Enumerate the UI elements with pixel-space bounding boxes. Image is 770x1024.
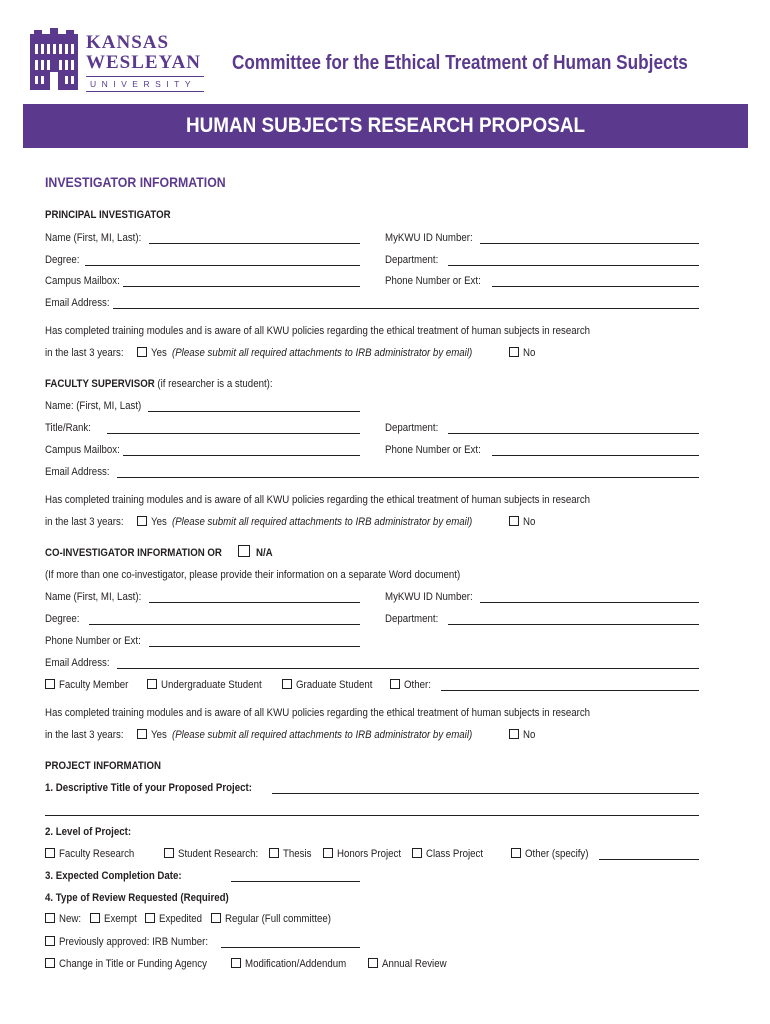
logo-divider — [86, 91, 204, 92]
fs-no-label: No — [523, 516, 536, 528]
fs-department-label: Department: — [385, 422, 439, 434]
fs-department-field[interactable] — [448, 433, 699, 434]
pi-phone-field[interactable] — [492, 286, 699, 287]
ci-phone-label: Phone Number or Ext: — [45, 635, 141, 647]
fs-training-text-2: in the last 3 years: — [45, 516, 124, 528]
fs-phone-field[interactable] — [492, 455, 699, 456]
pi-degree-field[interactable] — [85, 265, 360, 266]
change-title-label: Change in Title or Funding Agency — [59, 958, 207, 970]
fs-phone-label: Phone Number or Ext: — [385, 444, 481, 456]
annual-review-checkbox[interactable] — [368, 958, 378, 968]
faculty-supervisor-heading — [45, 377, 273, 391]
pi-yes-label: Yes — [151, 347, 167, 359]
ci-email-field[interactable] — [117, 668, 699, 669]
other-specify-field[interactable] — [599, 859, 699, 860]
fs-training-no-checkbox[interactable] — [509, 516, 519, 526]
previously-approved-label: Previously approved: IRB Number: — [59, 936, 209, 948]
fs-mailbox-field[interactable] — [123, 455, 360, 456]
ci-faculty-member-label: Faculty Member — [59, 679, 129, 691]
fs-name-label: Name: (First, MI, Last) — [45, 400, 142, 412]
pi-email-field[interactable] — [113, 308, 699, 309]
pi-mailbox-field[interactable] — [123, 286, 360, 287]
fs-title-field[interactable] — [107, 433, 360, 434]
ci-mykwu-field[interactable] — [480, 602, 699, 603]
fs-name-field[interactable] — [148, 411, 360, 412]
form-title-banner — [23, 104, 748, 148]
honors-project-label: Honors Project — [337, 848, 402, 860]
thesis-checkbox[interactable] — [269, 848, 279, 858]
ci-undergrad-checkbox[interactable] — [147, 679, 157, 689]
ci-other-field[interactable] — [441, 690, 699, 691]
committee-title: Committee for the Ethical Treatment of Human Subjects — [232, 52, 688, 74]
ci-training-no-checkbox[interactable] — [509, 729, 519, 739]
previously-approved-checkbox[interactable] — [45, 936, 55, 946]
logo-divider — [86, 76, 204, 77]
pi-mykwu-field[interactable] — [480, 243, 699, 244]
class-project-label: Class Project — [426, 848, 484, 860]
faculty-research-checkbox[interactable] — [45, 848, 55, 858]
pi-training-no-checkbox[interactable] — [509, 347, 519, 357]
university-seal-icon — [28, 28, 80, 92]
honors-project-checkbox[interactable] — [323, 848, 333, 858]
ci-department-label: Department: — [385, 613, 439, 625]
change-title-checkbox[interactable] — [45, 958, 55, 968]
co-investigator-heading: CO-INVESTIGATOR INFORMATION OR — [45, 547, 222, 559]
project-title-field-2[interactable] — [45, 815, 699, 816]
pi-name-label: Name (First, MI, Last): — [45, 232, 142, 244]
other-specify-label: Other (specify) — [525, 848, 589, 860]
logo-text-wesleyan: WESLEYAN — [86, 52, 202, 73]
review-type-label: 4. Type of Review Requested (Required) — [45, 892, 229, 904]
fs-yes-label: Yes — [151, 516, 167, 528]
pi-department-field[interactable] — [448, 265, 699, 266]
regular-review-label: Regular (Full committee) — [225, 913, 331, 925]
ci-faculty-member-checkbox[interactable] — [45, 679, 55, 689]
expedited-checkbox[interactable] — [145, 913, 155, 923]
ci-training-text-2: in the last 3 years: — [45, 729, 124, 741]
co-investigator-na-checkbox[interactable] — [238, 545, 250, 557]
irb-number-field[interactable] — [221, 947, 360, 948]
faculty-supervisor-title: FACULTY SUPERVISOR — [45, 378, 155, 390]
ci-other-label: Other: — [404, 679, 431, 691]
pi-department-label: Department: — [385, 254, 439, 266]
pi-yes-note: (Please submit all required attachments to IRB administrator by email) — [172, 347, 473, 359]
co-investigator-na-label: N/A — [256, 547, 273, 559]
fs-email-label: Email Address: — [45, 466, 110, 478]
section-investigator-information: INVESTIGATOR INFORMATION — [45, 174, 226, 190]
project-title-label: 1. Descriptive Title of your Proposed Project: — [45, 782, 252, 794]
fs-mailbox-label: Campus Mailbox: — [45, 444, 120, 456]
ci-mykwu-label: MyKWU ID Number: — [385, 591, 473, 603]
ci-graduate-checkbox[interactable] — [282, 679, 292, 689]
pi-mykwu-label: MyKWU ID Number: — [385, 232, 473, 244]
fs-yes-note: (Please submit all required attachments to IRB administrator by email) — [172, 516, 473, 528]
exempt-label: Exempt — [104, 913, 137, 925]
regular-review-checkbox[interactable] — [211, 913, 221, 923]
logo-text-kansas: KANSAS — [86, 32, 170, 53]
co-investigator-note: (If more than one co-investigator, please provide their information on a separate Word document) — [45, 569, 461, 581]
pi-training-yes-checkbox[interactable] — [137, 347, 147, 357]
faculty-supervisor-note: (if researcher is a student): — [157, 378, 273, 390]
project-title-field[interactable] — [272, 793, 699, 794]
pi-name-field[interactable] — [149, 243, 360, 244]
exempt-checkbox[interactable] — [90, 913, 100, 923]
pi-degree-label: Degree: — [45, 254, 80, 266]
ci-graduate-label: Graduate Student — [296, 679, 373, 691]
form-title: HUMAN SUBJECTS RESEARCH PROPOSAL — [185, 114, 586, 137]
ci-department-field[interactable] — [448, 624, 699, 625]
pi-email-label: Email Address: — [45, 297, 110, 309]
ci-email-label: Email Address: — [45, 657, 110, 669]
project-information-heading: PROJECT INFORMATION — [45, 760, 161, 772]
ci-no-label: No — [523, 729, 536, 741]
fs-email-field[interactable] — [117, 477, 699, 478]
principal-investigator-heading: PRINCIPAL INVESTIGATOR — [45, 209, 171, 221]
ci-name-label: Name (First, MI, Last): — [45, 591, 142, 603]
modification-checkbox[interactable] — [231, 958, 241, 968]
student-research-label: Student Research: — [178, 848, 259, 860]
ci-degree-field[interactable] — [89, 624, 360, 625]
logo-text-university: UNIVERSITY — [90, 79, 197, 89]
modification-label: Modification/Addendum — [245, 958, 347, 970]
pi-phone-label: Phone Number or Ext: — [385, 275, 481, 287]
ci-yes-label: Yes — [151, 729, 167, 741]
faculty-research-label: Faculty Research — [59, 848, 135, 860]
ci-training-yes-checkbox[interactable] — [137, 729, 147, 739]
ci-degree-label: Degree: — [45, 613, 80, 625]
completion-date-field[interactable] — [231, 881, 360, 882]
level-of-project-label: 2. Level of Project: — [45, 826, 132, 838]
expedited-label: Expedited — [159, 913, 203, 925]
annual-review-label: Annual Review — [382, 958, 447, 970]
fs-training-text: Has completed training modules and is aware of all KWU policies regarding the ethical treatment of human subjects in research — [45, 494, 591, 506]
other-specify-checkbox[interactable] — [511, 848, 521, 858]
student-research-checkbox[interactable] — [164, 848, 174, 858]
ci-other-checkbox[interactable] — [390, 679, 400, 689]
ci-training-text: Has completed training modules and is aware of all KWU policies regarding the ethical treatment of human subjects in research — [45, 707, 591, 719]
completion-date-label: 3. Expected Completion Date: — [45, 870, 182, 882]
new-review-label: New: — [59, 913, 82, 925]
ci-yes-note: (Please submit all required attachments to IRB administrator by email) — [172, 729, 473, 741]
pi-training-text: Has completed training modules and is aware of all KWU policies regarding the ethical treatment of human subjects in research — [45, 325, 591, 337]
pi-no-label: No — [523, 347, 536, 359]
new-review-checkbox[interactable] — [45, 913, 55, 923]
pi-training-text-2: in the last 3 years: — [45, 347, 124, 359]
ci-phone-field[interactable] — [149, 646, 360, 647]
pi-mailbox-label: Campus Mailbox: — [45, 275, 120, 287]
thesis-label: Thesis — [283, 848, 312, 860]
class-project-checkbox[interactable] — [412, 848, 422, 858]
ci-undergrad-label: Undergraduate Student — [161, 679, 262, 691]
fs-title-label: Title/Rank: — [45, 422, 91, 434]
ci-name-field[interactable] — [149, 602, 360, 603]
fs-training-yes-checkbox[interactable] — [137, 516, 147, 526]
